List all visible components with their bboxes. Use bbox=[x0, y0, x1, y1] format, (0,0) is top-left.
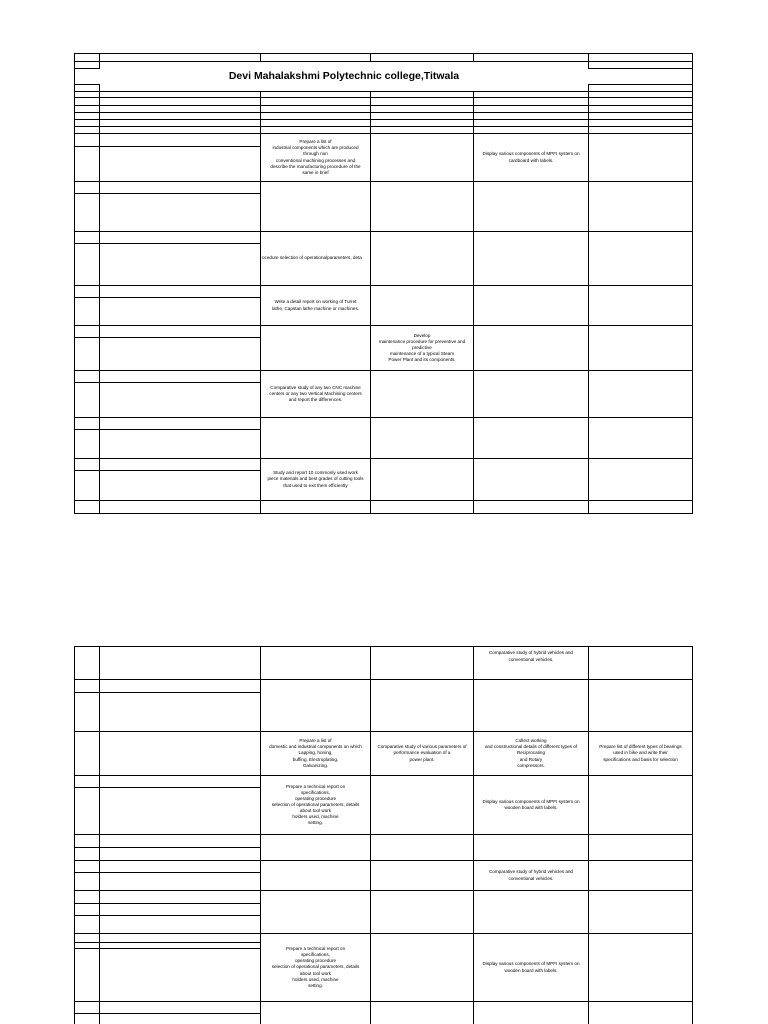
grid-line bbox=[74, 470, 261, 471]
grid-line bbox=[74, 382, 261, 383]
grid-line bbox=[370, 53, 371, 61]
grid-line bbox=[74, 847, 261, 848]
grid-line bbox=[473, 53, 474, 61]
grid-line bbox=[74, 84, 100, 85]
cell-non-conventional-machining: Prepare a list of industrial components which are produced through non conventional machining processes and describe the manufacturing procedure of the same in brief bbox=[270, 139, 361, 175]
grid-line bbox=[74, 112, 693, 113]
grid-line bbox=[74, 1001, 693, 1002]
grid-line bbox=[74, 53, 75, 514]
grid-line bbox=[692, 53, 693, 514]
grid-line bbox=[74, 948, 261, 949]
grid-line bbox=[370, 91, 371, 514]
grid-line bbox=[260, 53, 261, 61]
grid-line bbox=[74, 337, 261, 338]
grid-line bbox=[588, 84, 693, 85]
grid-line bbox=[74, 297, 261, 298]
cell-procedure-clipped: ocedure selection of operationalparameters, deta bbox=[262, 255, 362, 261]
grid-line bbox=[692, 646, 693, 1024]
grid-line bbox=[74, 429, 261, 430]
grid-line bbox=[74, 872, 261, 873]
grid-line bbox=[74, 834, 693, 835]
cell-bearings: Prepare list of different types of bearings used in bike and write their specifications and basis for selection bbox=[599, 744, 682, 762]
grid-line bbox=[74, 193, 261, 194]
grid-line bbox=[588, 646, 589, 1024]
cell-mpfi-wooden-board: Display various components of MPFI system on wooden board with labels. bbox=[482, 961, 580, 973]
grid-line bbox=[588, 84, 589, 514]
grid-line bbox=[74, 61, 693, 62]
grid-line bbox=[74, 126, 693, 127]
grid-line bbox=[99, 84, 100, 514]
cell-hybrid-vehicles: Comparative study of hybrid vehicles and conventional vehicles. bbox=[488, 869, 573, 881]
grid-line bbox=[74, 500, 693, 501]
cell-mpfi-wooden-board: Display various components of MPFI system on wooden board with labels. bbox=[482, 798, 580, 810]
cell-cnc-comparative: Comparative study of any two CNC machine centers or any two Vertical Machining centers and report the differences. bbox=[269, 384, 362, 403]
cell-compressors: Collect working and constructional details of different types of Reciprocating and Rotary compressors. bbox=[484, 738, 578, 768]
document-title: Devi Mahalakshmi Polytechnic college,Titwala bbox=[228, 70, 460, 82]
grid-line bbox=[74, 53, 693, 54]
grid-line bbox=[74, 915, 261, 916]
cell-technical-report: Prepare a technical report on specifications, operating procedure selection of operational parameters, details about tool work holders used, machine setting. bbox=[271, 783, 360, 826]
grid-line bbox=[74, 646, 75, 1024]
grid-line bbox=[588, 68, 693, 69]
grid-line bbox=[74, 942, 261, 943]
grid-line bbox=[99, 646, 100, 1024]
grid-line bbox=[74, 91, 693, 92]
grid-line bbox=[74, 68, 100, 69]
grid-line bbox=[74, 679, 693, 680]
cell-turret-lathe: Write a detail report on working of Turret lathe, Capstan lathe machine or machines. bbox=[271, 299, 360, 311]
grid-line bbox=[74, 860, 693, 861]
grid-line bbox=[74, 146, 261, 147]
grid-line bbox=[370, 646, 371, 1024]
grid-line bbox=[74, 890, 693, 891]
cell-work-materials: Study and report 10 commonly used work piece materials and best grades of cutting tools that used to exit them efficiently bbox=[267, 470, 364, 488]
grid-line bbox=[74, 513, 693, 514]
grid-line bbox=[74, 1013, 261, 1014]
grid-line bbox=[74, 646, 693, 647]
grid-line bbox=[74, 231, 693, 232]
grid-line bbox=[74, 775, 693, 776]
grid-line bbox=[74, 787, 261, 788]
cell-power-plant: Comparative study of various parameters of performance evaluation of a power plant. bbox=[377, 744, 467, 762]
grid-line bbox=[74, 133, 693, 134]
grid-line bbox=[74, 417, 693, 418]
cell-domestic-components: Prepare a list of domestic and industrial components on which Lapping, honing, buffing, Electroplating, Galvanizing. bbox=[269, 738, 362, 768]
grid-line bbox=[74, 903, 261, 904]
grid-line bbox=[74, 105, 693, 106]
grid-line bbox=[74, 692, 261, 693]
grid-line bbox=[74, 181, 693, 182]
grid-line bbox=[74, 119, 693, 120]
grid-line bbox=[74, 370, 693, 371]
grid-line bbox=[74, 285, 693, 286]
grid-line bbox=[74, 458, 693, 459]
cell-maintenance-procedure: Develop maintenance procedure for preventive and predictive maintenance of a typical Steam Power Plant and its components. bbox=[378, 332, 466, 363]
grid-line bbox=[74, 933, 693, 934]
grid-line bbox=[74, 97, 693, 98]
cell-hybrid-vehicles: Comparative study of hybrid vehicles and conventional vehicles. bbox=[488, 650, 573, 662]
cell-technical-report: Prepare a technical report on specifications, operating procedure selection of operational parameters, details about tool work holders used, machine setting. bbox=[271, 946, 360, 988]
cell-mpfi-cardboard: Display various components of MPFI system on cardboard with labels. bbox=[482, 151, 580, 163]
grid-line bbox=[74, 243, 261, 244]
